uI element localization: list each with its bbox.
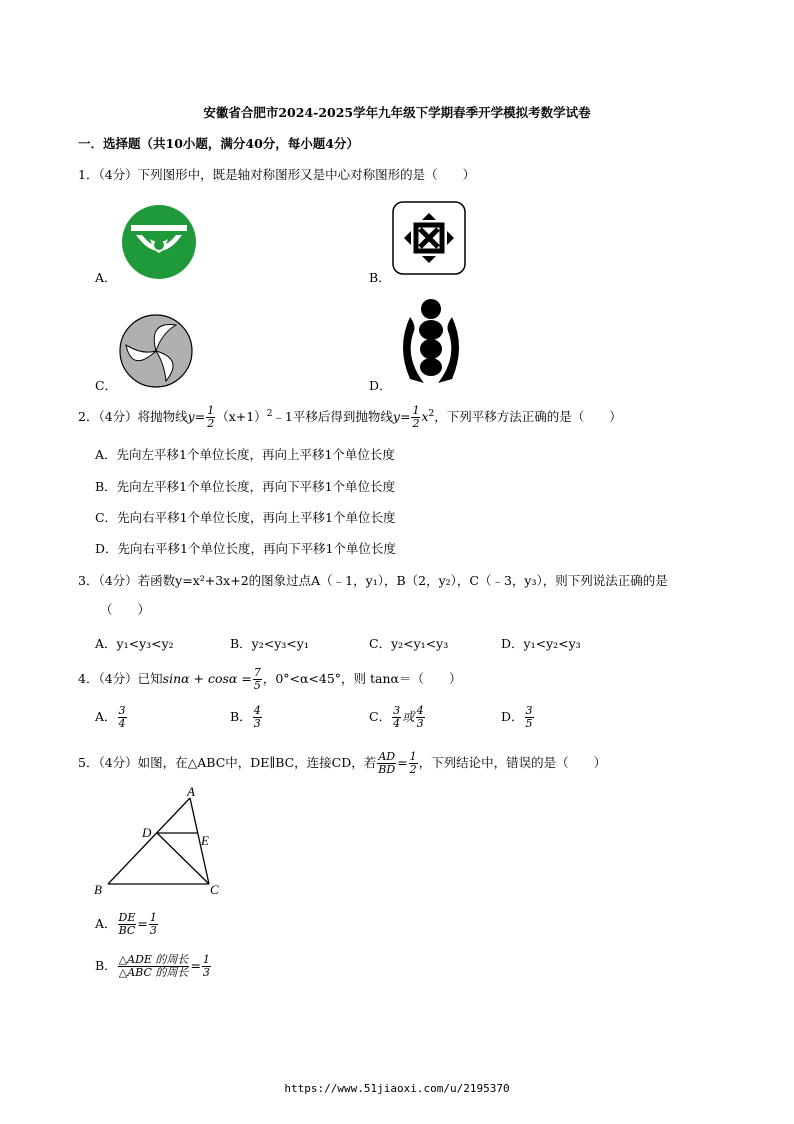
- q1-option-b-label: B．: [369, 270, 391, 285]
- question-3-paren: （ ）: [100, 602, 151, 617]
- point-label-b: B: [94, 882, 102, 897]
- q1-option-a-label: A．: [95, 270, 117, 285]
- question-2-stem: 2．（4分）将抛物线y= $\frac{1}{2}$ $(x+1)^2﹣1$平移后得到抛物线y= $\frac{1}{2}$ $x^2$，下列平移方法正确的是（ ）: [78, 404, 622, 430]
- figure-1c-swirl-circle: [118, 313, 194, 389]
- section-heading: 一．选择题（共10小题，满分40分，每小题4分）: [78, 136, 359, 151]
- point-label-a: A: [187, 784, 195, 799]
- point-label-c: C: [210, 882, 219, 897]
- question-4-stem: 4．（4分）已知sinα + cosα = $\frac{7}{5}$ ，0°<α<45°，则 tanα＝（ ）: [78, 666, 462, 692]
- figure-1a-green-logo: [122, 205, 196, 279]
- q3-option-c: C．y₂<y₁<y₃: [369, 636, 449, 651]
- question-3-stem: 3．（4分）若函数y=x²+3x+2的图象过点A（﹣1，y₁），B（2，y₂），C（﹣3，y₃），则下列说法正确的是: [78, 573, 668, 588]
- q2-option-d: D．先向右平移1个单位长度，再向下平移1个单位长度: [95, 541, 396, 556]
- q5-option-b: B． $\frac{\text{△ADE 的周长}}{\text{△ABC 的周长}}$ = $\frac{1}{3}$: [95, 953, 210, 979]
- q3-option-a: A．y₁<y₃<y₂: [95, 636, 174, 651]
- q4-option-b: B． $\frac{4}{3}$: [230, 704, 261, 730]
- q4-option-a: A． $\frac{3}{4}$: [95, 704, 126, 730]
- figure-5-triangle: [92, 786, 232, 898]
- q2-option-b: B．先向左平移1个单位长度，再向下平移1个单位长度: [95, 479, 396, 494]
- page-title: 安徽省合肥市2024-2025学年九年级下学期春季开学模拟考数学试卷: [203, 105, 591, 120]
- q3-option-d: D．y₁<y₂<y₃: [501, 636, 581, 651]
- point-label-e: E: [201, 833, 209, 848]
- q4-option-d: D． $\frac{3}{5}$: [501, 704, 533, 730]
- q3-option-b: B．y₂<y₃<y₁: [230, 636, 309, 651]
- q1-option-c-label: C．: [95, 378, 118, 393]
- footer-url[interactable]: https://www.51jiaoxi.com/u/2195370: [284, 1082, 510, 1095]
- question-1-stem: 1．（4分）下列图形中，既是轴对称图形又是中心对称图形的是（ ）: [78, 167, 476, 182]
- point-label-d: D: [142, 825, 152, 840]
- question-5-stem: 5．（4分）如图，在△ABC中，DE∥BC，连接CD，若 $\frac{AD}{BD}$ = $\frac{1}{2}$ ，下列结论中，错误的是（ ）: [78, 750, 607, 776]
- q4-option-c: C． $\frac{3}{4}$ 或 $\frac{4}{3}$: [369, 704, 424, 730]
- q2-option-c: C．先向右平移1个单位长度，再向上平移1个单位长度: [95, 510, 396, 525]
- q2-option-a: A．先向左平移1个单位长度，再向上平移1个单位长度: [95, 447, 395, 462]
- figure-1d-flame-figure: [396, 297, 466, 387]
- q5-option-a: A． $\frac{DE}{BC}$ = $\frac{1}{3}$: [95, 911, 157, 937]
- q1-option-d-label: D．: [369, 378, 392, 393]
- figure-1b-square-emblem: [392, 201, 466, 275]
